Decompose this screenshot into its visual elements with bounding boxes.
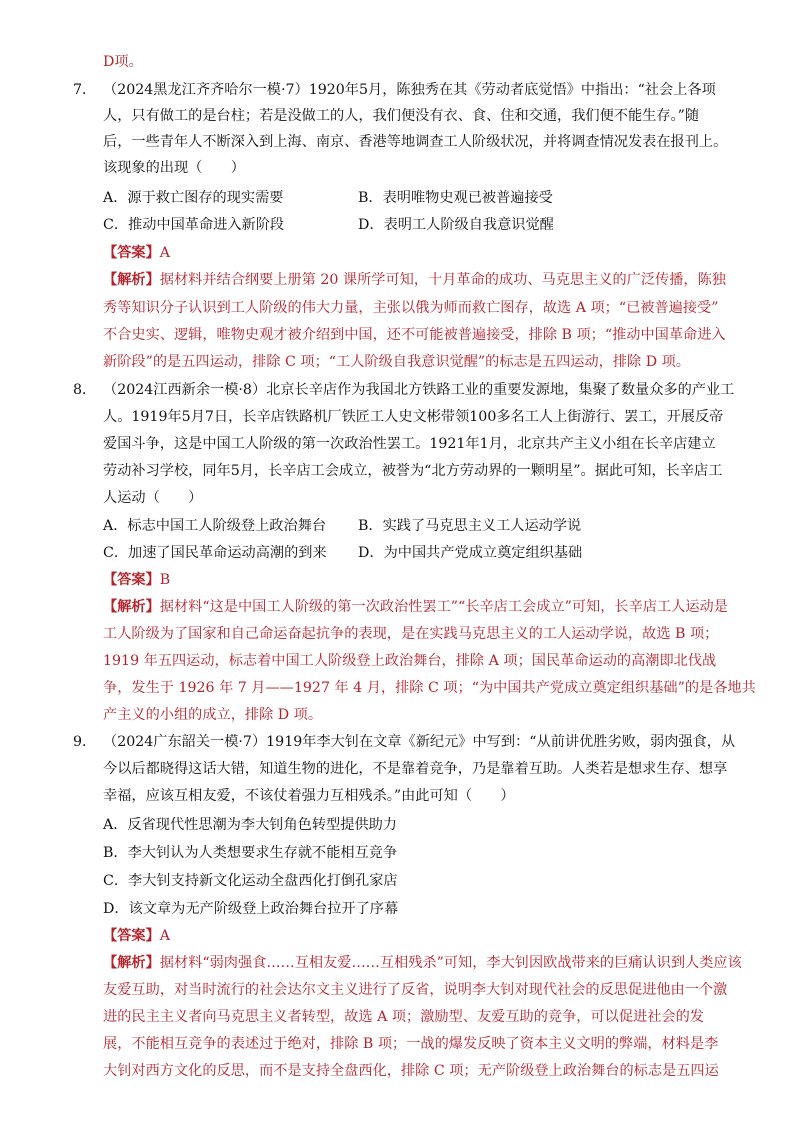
analysis-line: 友爱互助，对当时流行的社会达尔文主义进行了反省，说明李大钊对现代社会的反思促进他由一个激: [103, 982, 728, 998]
analysis-line: 大钊对西方文化的反思，而不是支持全盘西化，排除 C 项；无产阶级登上政治舞台的标志是五四运: [103, 1063, 719, 1079]
question-number: 9．: [73, 734, 97, 750]
answer-line: [103, 926, 170, 946]
option-c: C．推动中国革命进入新阶段: [103, 217, 285, 233]
option-d: D．该文章为无产阶级登上政治舞台拉开了序幕: [103, 901, 399, 917]
analysis-tag: 【解析】: [103, 955, 160, 971]
analysis-line: 【解析】据材料“弱肉强食……互相友爱……互相残杀”可知，李大钊因欧战带来的巨痛认识到人类应该: [103, 955, 742, 971]
answer-line: [103, 243, 170, 263]
analysis-line: 1919 年五四运动，标志着中国工人阶级登上政治舞台，排除 A 项；国民革命运动的高潮即北伐战: [103, 653, 717, 669]
answer-tag: 【答案】: [103, 928, 160, 944]
question-number: 8．: [73, 382, 97, 398]
answer-value: A: [159, 245, 171, 261]
analysis-line: 产主义的小组的成立，排除 D 项。: [103, 707, 323, 723]
answer-line: [103, 570, 170, 590]
option-d: D．为中国共产党成立奠定组织基础: [358, 545, 583, 561]
option-c: C．李大钊支持新文化运动全盘西化打倒孔家店: [103, 873, 398, 889]
analysis-line: 进的民主主义者向马克思主义者转型，故选 A 项；激励型、友爱互助的竞争，可以促进社会的发: [103, 1009, 704, 1025]
question-stem-line: 后，一些青年人不断深入到上海、南京、香港等地调查工人阶级状况，并将调查情况发表在报刊上。: [103, 134, 728, 150]
option-d: D．表明工人阶级自我意识觉醒: [358, 217, 554, 233]
option-b: B．实践了马克思主义工人运动学说: [358, 518, 582, 534]
answer-value: B: [159, 572, 171, 588]
analysis-line: 【解析】据材料并结合纲要上册第 20 课所学可知，十月革命的成功、马克思主义的广泛传播，陈独: [103, 272, 726, 288]
previous-analysis-tail: D项。: [103, 54, 143, 70]
analysis-tag: 【解析】: [103, 272, 160, 288]
question-stem-line: 人运动（ ）: [103, 490, 203, 506]
question-stem-line: （2024江西新余一模·8）北京长辛店作为我国北方铁路工业的重要发源地，集聚了数量众多的产业工: [103, 382, 735, 398]
option-a: A．源于救亡图存的现实需要: [103, 190, 284, 206]
option-c: C．加速了国民革命运动高潮的到来: [103, 545, 327, 561]
option-a: A．标志中国工人阶级登上政治舞台: [103, 518, 327, 534]
analysis-line: 新阶段”的是五四运动，排除 C 项；“工人阶级自我意识觉醒”的标志是五四运动，排除 D 项。: [103, 354, 690, 370]
answer-tag: 【答案】: [103, 245, 160, 261]
question-stem-line: 该现象的出现（ ）: [103, 160, 245, 176]
question-stem-line: 人，只有做工的是台柱；若是没做工的人，我们便没有衣、食、住和交通，我们便不能生存。”随: [103, 108, 700, 124]
question-stem-line: 劳动补习学校，同年5月，长辛店工会成立，被誉为“北方劳动界的一颗明星”。据此可知，长辛店工: [103, 463, 723, 479]
question-stem-line: （2024广东韶关一模·7）1919年李大钊在文章《新纪元》中写到：“从前讲优胜劣败，弱肉强食，从: [103, 734, 736, 750]
option-b: B．表明唯物史观已被普遍接受: [358, 190, 553, 206]
analysis-line: 不合史实、逻辑，唯物史观才被介绍到中国，还不可能被普遍接受，排除 B 项；“推动中国革命进入: [103, 327, 726, 343]
question-stem-line: 爱国斗争，这是中国工人阶级的第一次政治性罢工。1921年1月，北京共产主义小组在长辛店建立: [103, 436, 716, 452]
question-stem-line: 人。1919年5月7日，长辛店铁路机厂铁匠工人史文彬带领100多名工人上街游行、罢工，开展反帝: [103, 409, 724, 425]
option-a: A．反省现代性思潮为李大钊角色转型提供助力: [103, 817, 397, 833]
analysis-tag: 【解析】: [103, 599, 160, 615]
question-stem-line: 今以后都晓得这话大错，知道生物的进化，不是靠着竞争，乃是靠着互助。人类若是想求生存、想享: [103, 761, 728, 777]
question-number: 7．: [73, 82, 97, 98]
analysis-line: 秀等知识分子认识到工人阶级的伟大力量，主张以俄为师而救亡图存，故选 A 项；“已被普遍接受”: [103, 300, 719, 316]
analysis-line: 工人阶级为了国家和自己命运奋起抗争的表现，是在实践马克思主义的工人运动学说，故选 B 项；: [103, 626, 719, 642]
option-b: B．李大钊认为人类想要求生存就不能相互竞争: [103, 845, 398, 861]
question-stem-line: （2024黑龙江齐齐哈尔一模·7）1920年5月，陈独秀在其《劳动者底觉悟》中指出：“社会上各项: [103, 82, 716, 98]
answer-tag: 【答案】: [103, 572, 160, 588]
question-stem-line: 幸福，应该互相友爱，不该仗着强力互相残杀。”由此可知（ ）: [103, 788, 515, 804]
analysis-line: 【解析】据材料“这是中国工人阶级的第一次政治性罢工”“长辛店工会成立”可知，长辛店工人运动是: [103, 599, 728, 615]
analysis-line: 争，发生于 1926 年 7 月——1927 年 4 月，排除 C 项；“为中国共产党成立奠定组织基础”的是各地共: [103, 680, 756, 696]
analysis-line: 展，不能相互竞争的表述过于绝对，排除 B 项；一战的爆发反映了资本主义文明的弊端，材料是李: [103, 1036, 719, 1052]
answer-value: A: [159, 928, 171, 944]
